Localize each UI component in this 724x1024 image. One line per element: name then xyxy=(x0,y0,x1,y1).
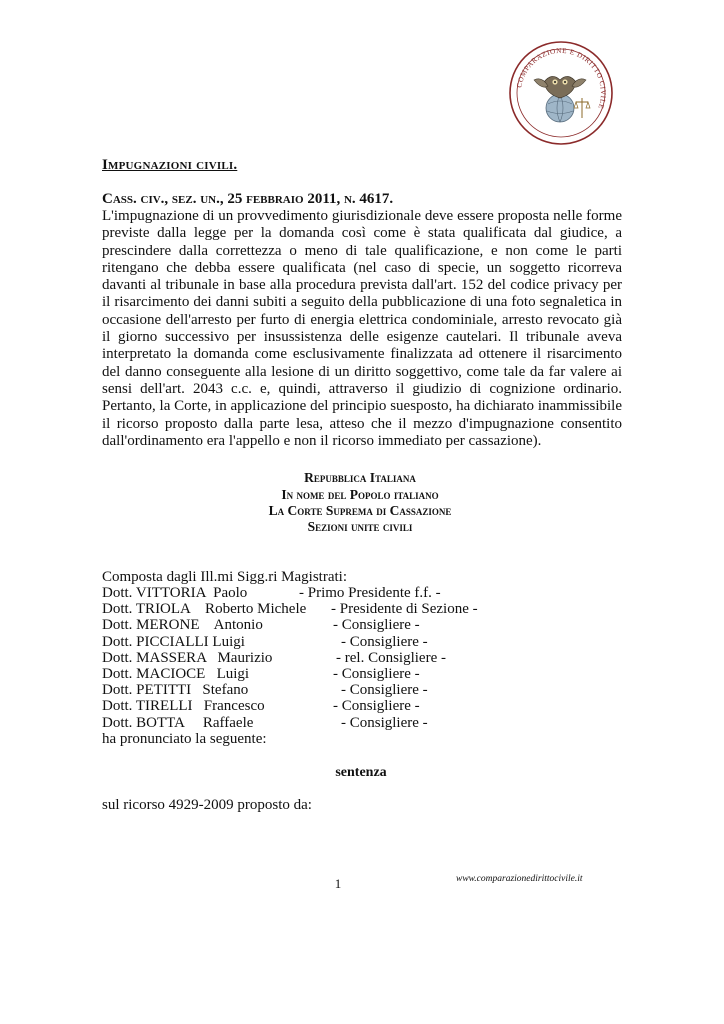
magistrate-role: - Consigliere - xyxy=(333,666,420,682)
composed-intro: Composta dagli Ill.mi Sigg.ri Magistrati: xyxy=(102,569,347,585)
magistrate-row xyxy=(102,698,265,715)
magistrate-role: - Presidente di Sezione - xyxy=(331,601,478,617)
case-reference: Cass. civ., sez. un., 25 febbraio 2011, n. 4617. xyxy=(102,191,394,207)
magistrate-role: - Consigliere - xyxy=(341,682,428,698)
magistrate-name: Dott. TIRELLI Francesco xyxy=(102,698,265,714)
magistrate-role: - Consigliere - xyxy=(333,617,420,633)
magistrate-name: Dott. MASSERA Maurizio xyxy=(102,650,273,666)
heading-republic: Repubblica Italiana xyxy=(304,470,416,485)
footer-url[interactable]: www.comparazionedirittocivile.it xyxy=(456,874,583,884)
magistrate-row xyxy=(102,634,245,651)
magistrate-name: Dott. MERONE Antonio xyxy=(102,617,263,633)
magistrate-name: Dott. PICCIALLI Luigi xyxy=(102,634,245,650)
magistrate-row xyxy=(102,617,263,634)
magistrate-name: Dott. TRIOLA Roberto Michele xyxy=(102,601,307,617)
magistrate-row xyxy=(102,601,306,618)
magistrate-role: - Consigliere - xyxy=(341,634,428,650)
magistrate-role: - Consigliere - xyxy=(341,715,428,731)
page-number: 1 xyxy=(334,876,342,891)
magistrate-name: Dott. BOTTA Raffaele xyxy=(102,715,254,731)
magistrate-role: - Primo Presidente f.f. - xyxy=(299,585,441,601)
magistrate-row xyxy=(102,585,247,602)
magistrate-row xyxy=(102,715,253,732)
abstract-paragraph: L'impugnazione di un provvedimento giurisdizionale deve essere proposta nelle forme previste dalla legge per la domanda così come è stata qualificata dal giudice, a prescindere dalla correttezza o meno di tale qualificazione, e non come le parti ritengano che debba essere qualificata (nel caso di specie, un soggetto ricorreva davanti al tribunale in base alla procedura prevista dall'art. 152 del codice privacy per il risarcimento dei danni subiti a seguito della pubblicazione di una foto segnaletica in occasione dell'arresto per furto di energia elettrica condominiale, arresto revocato già il giorno successivo per insussistenza delle esigenze cautelari. Il tribunale aveva interpretato la domanda come esclusivamente finalizzata ad ottenere il risarcimento del danno conseguente alla lesione di un diritto soggettivo, come tale da far valere ai sensi dell'art. 2043 c.c. e, quindi, attraverso il giudizio di cognizione ordinario. Pertanto, la Corte, in applicazione del principio suesposto, ha dichiarato inammissibile il ricorso proposto dalla parte lesa, atteso che il mezzo d'impugnazione consentito dall'ordinamento era l'appello e non il ricorso immediato per cassazione). xyxy=(102,208,622,449)
magistrate-role: - rel. Consigliere - xyxy=(336,650,446,666)
magistrate-role: - Consigliere - xyxy=(333,698,420,714)
magistrate-name: Dott. PETITTI Stefano xyxy=(102,682,249,698)
heading-sections: Sezioni unite civili xyxy=(307,519,413,534)
seal-ring-text: COMPARAZIONE E DIRITTO CIVILE xyxy=(515,46,608,111)
appeal-line: sul ricorso 4929-2009 proposto da: xyxy=(102,797,312,813)
magistrate-row xyxy=(102,682,248,699)
magistrate-row xyxy=(102,666,249,683)
magistrate-name: Dott. MACIOCE Luigi xyxy=(102,666,250,682)
magistrate-row xyxy=(102,650,272,667)
heading-court: La Corte Suprema di Cassazione xyxy=(268,503,452,518)
sentenza-heading: sentenza xyxy=(335,765,387,780)
seal-logo xyxy=(508,40,614,146)
section-title: Impugnazioni civili. xyxy=(102,157,238,173)
heading-people: In nome del Popolo italiano xyxy=(281,487,439,502)
magistrate-name: Dott. VITTORIA Paolo xyxy=(102,585,248,601)
pronounced-line: ha pronunciato la seguente: xyxy=(102,731,267,747)
